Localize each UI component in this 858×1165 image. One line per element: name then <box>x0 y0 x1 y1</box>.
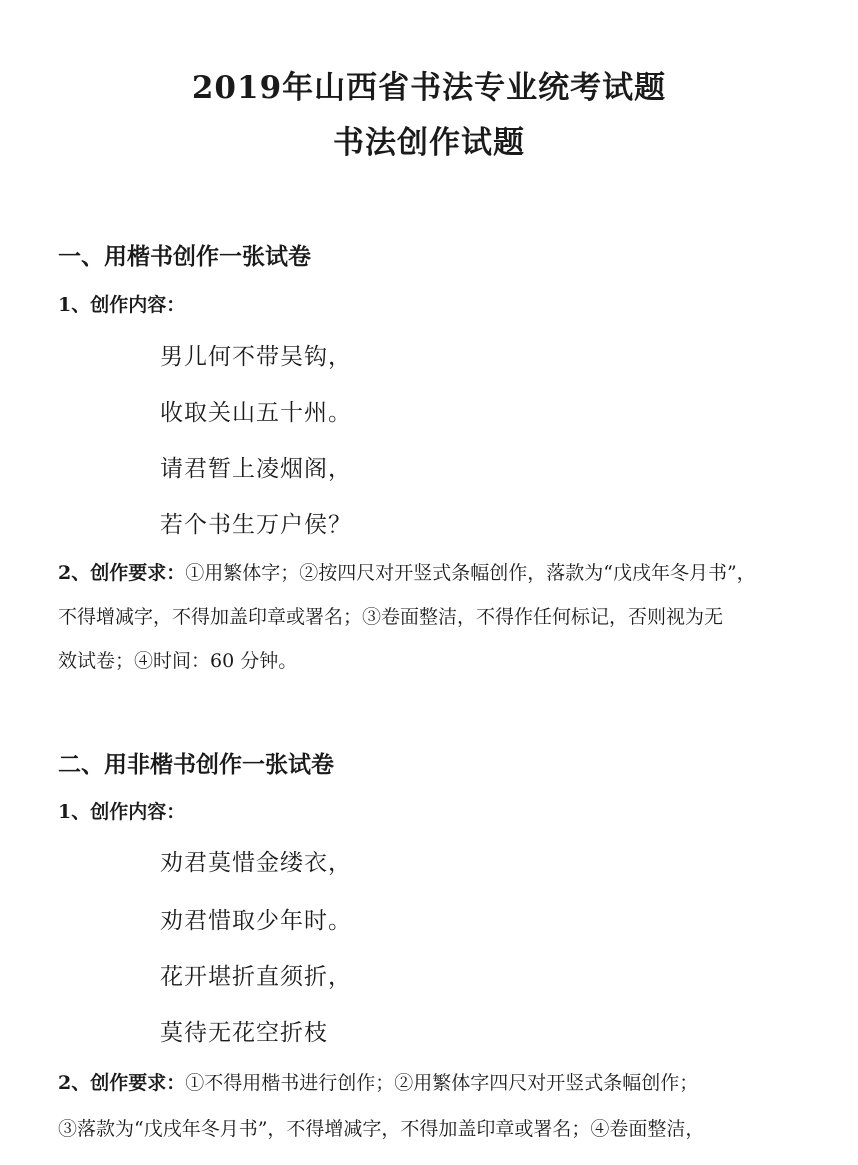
section-2-content-label: 1、创作内容： <box>58 801 186 823</box>
section-2-poem-line-3: 花开堪折直须折， <box>160 964 352 990</box>
section-1-requirement-label: 2、创作要求： <box>58 562 186 584</box>
section-2-requirement-line-2: ③落款为“戊戌年冬月书”，不得增减字，不得加盖印章或署名；④卷面整洁， <box>58 1118 705 1140</box>
section-1-requirement-line-3: 效试卷；④时间：60 分钟。 <box>58 650 298 672</box>
section-2-requirement-line-1 <box>58 1068 818 1095</box>
section-1-content-label: 1、创作内容： <box>58 294 186 316</box>
section-1-poem-line-4: 若个书生万户侯？ <box>160 512 352 538</box>
page-subtitle: 书法创作试题 <box>333 125 525 161</box>
section-2-heading: 二、用非楷书创作一张试卷 <box>58 751 334 778</box>
section-2-poem-line-1: 劝君莫惜金缕衣， <box>160 850 352 876</box>
section-1-poem-line-1: 男儿何不带吴钩， <box>160 344 352 370</box>
section-1-requirement-line-1 <box>58 558 818 585</box>
section-2-poem-line-4: 莫待无花空折枝 <box>160 1020 328 1046</box>
section-1-requirement-line-2: 不得增减字，不得加盖印章或署名；③卷面整洁，不得作任何标记，否则视为无 <box>58 606 724 628</box>
page-title: 2019年山西省书法专业统考试题 <box>191 70 667 106</box>
section-2-requirement-label: 2、创作要求： <box>58 1072 186 1094</box>
section-1-heading: 一、用楷书创作一张试卷 <box>58 243 311 270</box>
section-1-requirement-text-1: ①用繁体字；②按四尺对开竖式条幅创作，落款为“戊戌年冬月书”， <box>185 562 756 584</box>
section-2-poem-line-2: 劝君惜取少年时。 <box>160 908 352 934</box>
section-1-poem-line-3: 请君暂上凌烟阁， <box>160 456 352 482</box>
section-1-poem-line-2: 收取关山五十州。 <box>160 400 352 426</box>
section-2-requirement-text-1: ①不得用楷书进行创作；②用繁体字四尺对开竖式条幅创作； <box>185 1072 699 1094</box>
